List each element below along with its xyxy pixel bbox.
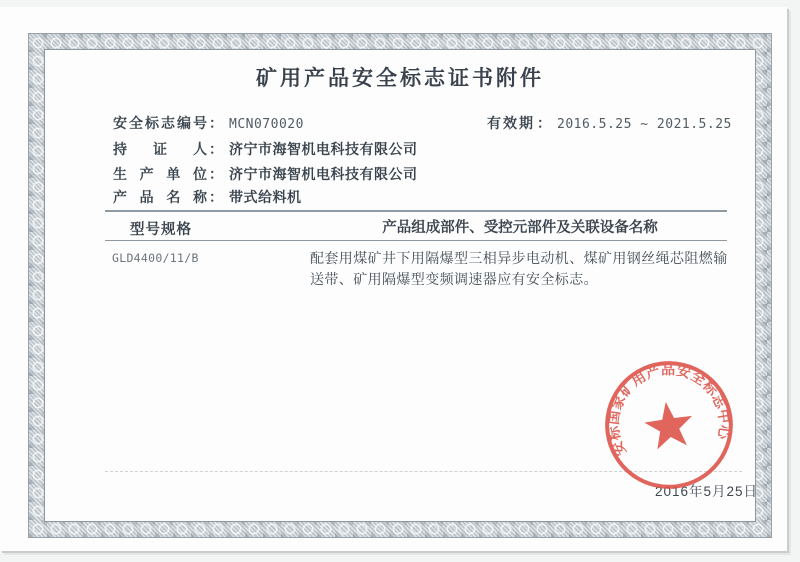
table-cell-model: GLD4400/11/B	[112, 251, 199, 265]
table-cell-components: 配套用煤矿井下用隔爆型三相异步电动机、煤矿用钢丝绳芯阻燃输送带、矿用隔爆型变频调速器应有安全标志。	[310, 250, 728, 287]
seal-text: 安标国家矿用产品安全标志中心	[605, 362, 733, 458]
colon: ：	[537, 115, 551, 131]
certificate-title: 矿用产品安全标志证书附件	[256, 67, 544, 90]
issue-date: 2016年5月25日	[655, 484, 759, 499]
product-label: 产品名称	[113, 189, 207, 205]
manufacturer-value: 济宁市海智机电科技有限公司	[229, 166, 418, 182]
table-header-model: 型号规格	[130, 222, 192, 238]
official-seal	[594, 350, 744, 500]
field-cert-no	[113, 113, 304, 133]
holder-value: 济宁市海智机电科技有限公司	[229, 141, 418, 157]
product-value: 带式给料机	[229, 189, 302, 205]
field-holder	[113, 139, 418, 159]
table-header-rule	[105, 240, 727, 241]
table-top-rule	[105, 210, 727, 212]
cert-no-value: MCN070020	[229, 117, 304, 132]
holder-label: 持证人	[113, 141, 207, 157]
cert-no-label: 安全标志编号	[113, 115, 207, 131]
colon: ：	[209, 115, 223, 131]
field-product	[113, 187, 302, 207]
colon: ：	[209, 189, 223, 205]
validity-value: 2016.5.25 ~ 2021.5.25	[557, 117, 732, 132]
validity-label: 有效期	[487, 115, 535, 131]
colon: ：	[209, 166, 223, 182]
field-manufacturer	[113, 164, 418, 184]
seal-star-icon	[642, 399, 696, 451]
table-header-components: 产品组成部件、受控元部件及关联设备名称	[382, 220, 658, 236]
colon: ：	[209, 141, 223, 157]
manufacturer-label: 生产单位	[113, 166, 207, 182]
field-validity	[487, 113, 732, 133]
